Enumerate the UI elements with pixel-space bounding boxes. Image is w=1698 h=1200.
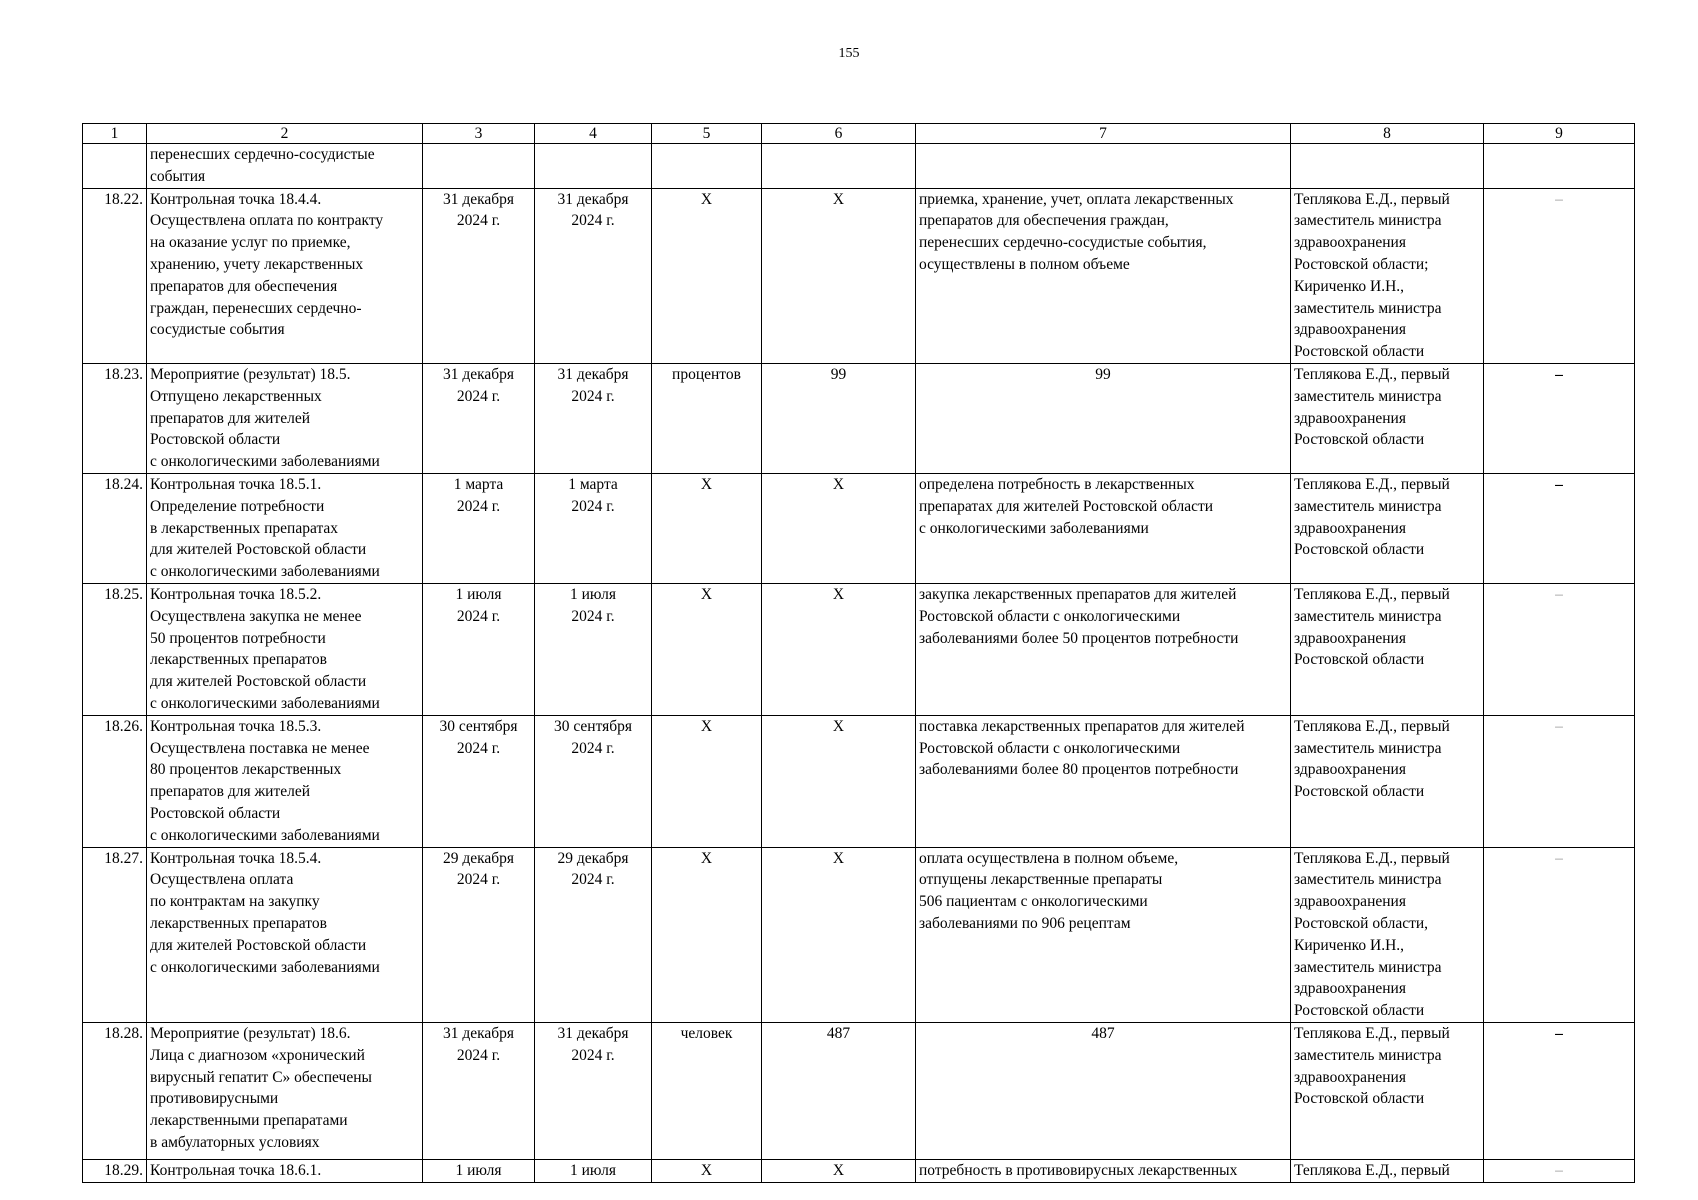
responsible-cell: Теплякова Е.Д., первый заместитель министра здравоохранения Ростовской области (1291, 473, 1484, 583)
table-row (83, 1159, 1635, 1182)
row-number-cell: 18.26. (83, 715, 147, 847)
note-cell: – (1484, 583, 1635, 715)
unit-cell: Х (652, 188, 762, 363)
column-number-5: 5 (652, 124, 762, 144)
table-row (83, 473, 1635, 583)
column-number-8: 8 (1291, 124, 1484, 144)
date-plan-cell: 31 декабря 2024 г. (423, 1022, 535, 1159)
table-row (83, 188, 1635, 363)
table-row (83, 144, 1635, 189)
column-number-3: 3 (423, 124, 535, 144)
responsible-cell: Теплякова Е.Д., первый заместитель министра здравоохранения Ростовской области (1291, 715, 1484, 847)
note-cell: – (1484, 1022, 1635, 1159)
unit-cell (652, 144, 762, 189)
event-name-cell: Контрольная точка 18.5.3. Осуществлена поставка не менее 80 процентов лекарственных препаратов для жителей Ростовской области с онкологическими заболеваниями (147, 715, 423, 847)
responsible-cell: Теплякова Е.Д., первый (1291, 1159, 1484, 1182)
date-fact-cell: 31 декабря 2024 г. (535, 1022, 652, 1159)
value-plan-cell: Х (762, 1159, 916, 1182)
column-number-2: 2 (147, 124, 423, 144)
row-number-cell: 18.22. (83, 188, 147, 363)
page-number: 155 (838, 46, 860, 61)
row-number-cell: 18.23. (83, 363, 147, 473)
result-cell: 487 (916, 1022, 1291, 1159)
row-number-cell: 18.29. (83, 1159, 147, 1182)
responsible-cell: Теплякова Е.Д., первый заместитель министра здравоохранения Ростовской области (1291, 363, 1484, 473)
value-plan-cell: Х (762, 847, 916, 1022)
row-number-cell (83, 144, 147, 189)
note-cell (1484, 144, 1635, 189)
responsible-cell: Теплякова Е.Д., первый заместитель министра здравоохранения Ростовской области; Кириченко И.Н., заместитель министра здравоохранения Ростовской области (1291, 188, 1484, 363)
event-name-cell: Контрольная точка 18.5.2. Осуществлена закупка не менее 50 процентов потребности лекарственных препаратов для жителей Ростовской области с онкологическими заболеваниями (147, 583, 423, 715)
value-plan-cell: Х (762, 188, 916, 363)
date-plan-cell: 1 июля (423, 1159, 535, 1182)
result-cell: приемка, хранение, учет, оплата лекарственных препаратов для обеспечения граждан, перенесших сердечно-сосудистые события, осуществлены в полном объеме (916, 188, 1291, 363)
table-row (83, 847, 1635, 1022)
row-number-cell: 18.25. (83, 583, 147, 715)
responsible-cell: Теплякова Е.Д., первый заместитель министра здравоохранения Ростовской области (1291, 1022, 1484, 1159)
unit-cell: Х (652, 473, 762, 583)
date-fact-cell: 29 декабря 2024 г. (535, 847, 652, 1022)
column-number-1: 1 (83, 124, 147, 144)
date-plan-cell (423, 144, 535, 189)
value-plan-cell (762, 144, 916, 189)
value-plan-cell: Х (762, 715, 916, 847)
date-plan-cell: 1 марта 2024 г. (423, 473, 535, 583)
row-number-cell: 18.28. (83, 1022, 147, 1159)
date-fact-cell: 31 декабря 2024 г. (535, 188, 652, 363)
event-name-cell: Мероприятие (результат) 18.5. Отпущено лекарственных препаратов для жителей Ростовской области с онкологическими заболеваниями (147, 363, 423, 473)
unit-cell: Х (652, 847, 762, 1022)
document-table (82, 123, 1635, 1183)
value-plan-cell: Х (762, 583, 916, 715)
value-plan-cell: 99 (762, 363, 916, 473)
result-cell: поставка лекарственных препаратов для жителей Ростовской области с онкологическими заболеваниями более 80 процентов потребности (916, 715, 1291, 847)
row-number-cell: 18.27. (83, 847, 147, 1022)
table-row (83, 715, 1635, 847)
date-plan-cell: 31 декабря 2024 г. (423, 188, 535, 363)
event-name-cell: перенесших сердечно-сосудистые события (147, 144, 423, 189)
date-fact-cell: 1 июля 2024 г. (535, 583, 652, 715)
column-number-9: 9 (1484, 124, 1635, 144)
event-name-cell: Контрольная точка 18.5.4. Осуществлена оплата по контрактам на закупку лекарственных препаратов для жителей Ростовской области с онкологическими заболеваниями (147, 847, 423, 1022)
table-row (83, 1022, 1635, 1159)
result-cell: оплата осуществлена в полном объеме, отпущены лекарственные препараты 506 пациентам с онкологическими заболеваниями по 906 рецептам (916, 847, 1291, 1022)
row-number-cell: 18.24. (83, 473, 147, 583)
note-cell: – (1484, 715, 1635, 847)
unit-cell: человек (652, 1022, 762, 1159)
date-plan-cell: 29 декабря 2024 г. (423, 847, 535, 1022)
unit-cell: Х (652, 715, 762, 847)
unit-cell: Х (652, 583, 762, 715)
event-name-cell: Контрольная точка 18.5.1. Определение потребности в лекарственных препаратах для жителей Ростовской области с онкологическими заболеваниями (147, 473, 423, 583)
note-cell: – (1484, 363, 1635, 473)
responsible-cell (1291, 144, 1484, 189)
event-name-cell: Мероприятие (результат) 18.6. Лица с диагнозом «хронический вирусный гепатит С» обеспечены противовирусными лекарственными препаратами в амбулаторных условиях (147, 1022, 423, 1159)
unit-cell: процентов (652, 363, 762, 473)
responsible-cell: Теплякова Е.Д., первый заместитель министра здравоохранения Ростовской области (1291, 583, 1484, 715)
note-cell: – (1484, 1159, 1635, 1182)
date-plan-cell: 1 июля 2024 г. (423, 583, 535, 715)
date-fact-cell: 1 марта 2024 г. (535, 473, 652, 583)
date-fact-cell: 1 июля (535, 1159, 652, 1182)
result-cell (916, 144, 1291, 189)
unit-cell: Х (652, 1159, 762, 1182)
note-cell: – (1484, 473, 1635, 583)
table-row (83, 363, 1635, 473)
date-fact-cell: 30 сентября 2024 г. (535, 715, 652, 847)
result-cell: 99 (916, 363, 1291, 473)
table-row (83, 583, 1635, 715)
event-name-cell: Контрольная точка 18.6.1. (147, 1159, 423, 1182)
result-cell: закупка лекарственных препаратов для жителей Ростовской области с онкологическими заболеваниями более 50 процентов потребности (916, 583, 1291, 715)
table-body (83, 124, 1635, 1183)
result-cell: определена потребность в лекарственных препаратах для жителей Ростовской области с онкологическими заболеваниями (916, 473, 1291, 583)
date-fact-cell: 31 декабря 2024 г. (535, 363, 652, 473)
event-name-cell: Контрольная точка 18.4.4. Осуществлена оплата по контракту на оказание услуг по приемке, хранению, учету лекарственных препаратов для обеспечения граждан, перенесших сердечно- сосудистые события (147, 188, 423, 363)
responsible-cell: Теплякова Е.Д., первый заместитель министра здравоохранения Ростовской области, Кириченко И.Н., заместитель министра здравоохранения Ростовской области (1291, 847, 1484, 1022)
note-cell: – (1484, 847, 1635, 1022)
value-plan-cell: Х (762, 473, 916, 583)
date-plan-cell: 30 сентября 2024 г. (423, 715, 535, 847)
column-number-row (83, 124, 1635, 144)
note-cell: – (1484, 188, 1635, 363)
result-cell: потребность в противовирусных лекарственных (916, 1159, 1291, 1182)
column-number-6: 6 (762, 124, 916, 144)
date-plan-cell: 31 декабря 2024 г. (423, 363, 535, 473)
value-plan-cell: 487 (762, 1022, 916, 1159)
column-number-7: 7 (916, 124, 1291, 144)
date-fact-cell (535, 144, 652, 189)
column-number-4: 4 (535, 124, 652, 144)
